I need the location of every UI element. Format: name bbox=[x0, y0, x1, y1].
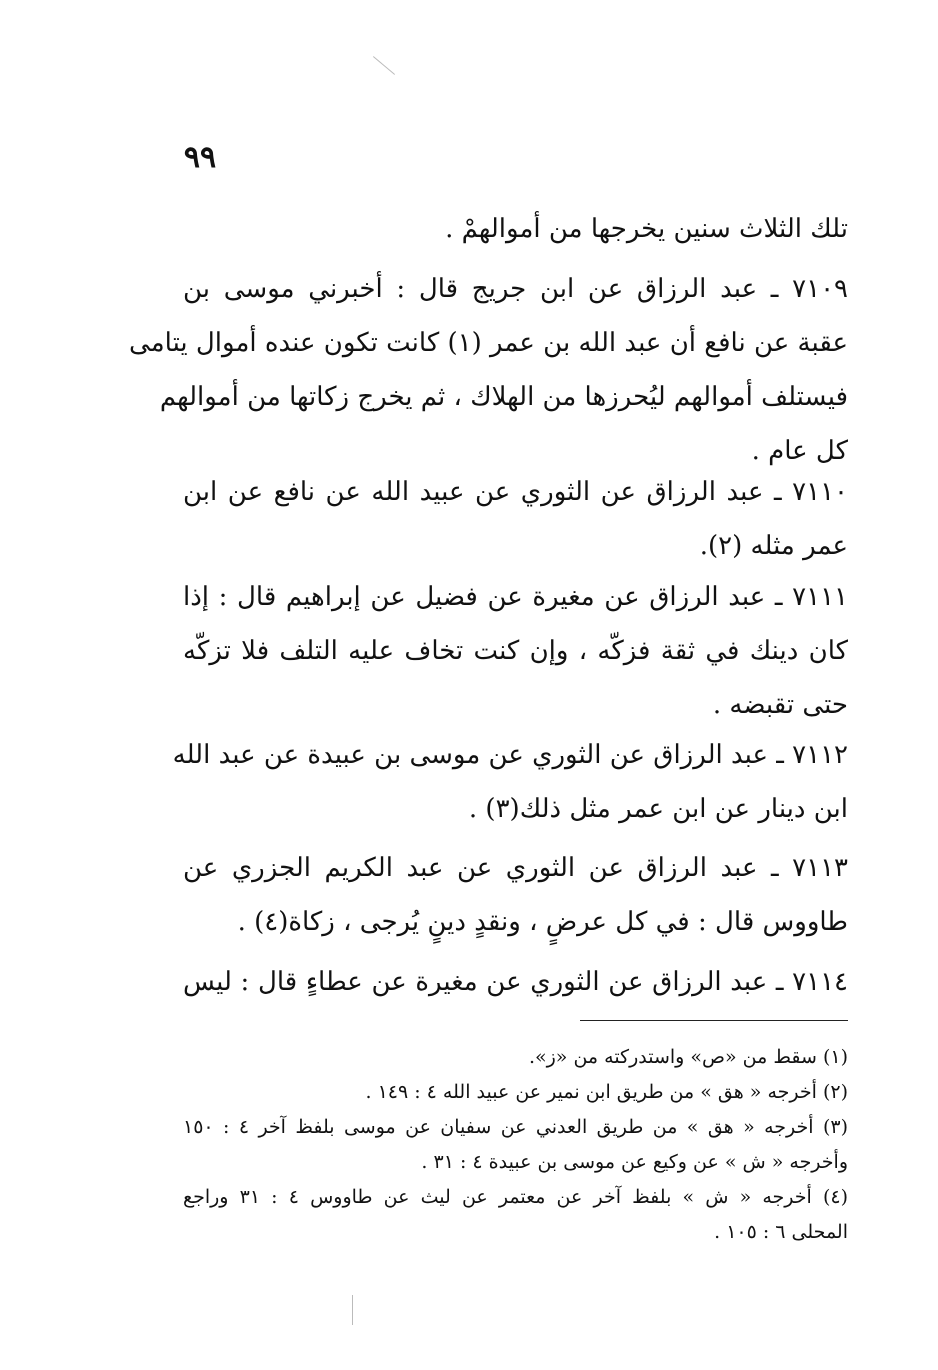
footnote-4: (٤) أخرجه « ش » بلفظ آخر عن معتمر عن ليث عن طاووس ٤ : ٣١ وراجع bbox=[183, 1186, 848, 1208]
footnote-3-cont: وأخرجه « ش » عن وكيع عن موسى بن عبيدة ٤ : ٣١ . bbox=[421, 1151, 848, 1173]
text-line: طاووس قال : في كل عرضٍ ، ونقدٍ دينٍ يُرجى ، زكاة(٤) . bbox=[237, 907, 848, 937]
text-line: ٧١١٣ ـ عبد الرزاق عن الثوري عن عبد الكريم الجزري عن bbox=[183, 853, 848, 883]
text-line: ٧١١٠ ـ عبد الرزاق عن الثوري عن عبيد الله عن نافع عن ابن bbox=[183, 477, 848, 507]
footnote-3: (٣) أخرجه « هق » من طريق العدني عن سفيان عن موسى بلفظ آخر ٤ : ١٥٠ bbox=[183, 1116, 848, 1138]
text-line: عمر مثله (٢). bbox=[699, 531, 848, 561]
text-line: ابن دينار عن ابن عمر مثل ذلك(٣) . bbox=[468, 794, 848, 824]
footnote-4-cont: المحلى ٦ : ١٠٥ . bbox=[714, 1221, 848, 1243]
footnote-divider bbox=[580, 1020, 848, 1021]
paragraph-7114 bbox=[183, 955, 848, 1009]
text-line: ٧١١٤ ـ عبد الرزاق عن الثوري عن مغيرة عن عطاءٍ قال : ليس bbox=[183, 967, 848, 997]
text-line: حتى تقبضه . bbox=[712, 690, 848, 720]
scan-mark bbox=[373, 56, 395, 75]
text-line: عقبة عن نافع أن عبد الله بن عمر (١) كانت تكون عنده أموال يتامى bbox=[129, 328, 848, 358]
page-number: ٩٩ bbox=[183, 140, 217, 175]
paragraph-7111 bbox=[183, 570, 848, 732]
footnote-2: (٢) أخرجه « هق » من طريق ابن نمير عن عبيد الله ٤ : ١٤٩ . bbox=[365, 1081, 848, 1103]
paragraph-7109 bbox=[129, 262, 848, 478]
text-line: ٧١١١ ـ عبد الرزاق عن مغيرة عن فضيل عن إبراهيم قال : إذا bbox=[183, 582, 848, 612]
paragraph-7113 bbox=[183, 841, 848, 949]
text-line: كان دينك في ثقة فزكّه ، وإن كنت تخاف عليه التلف فلا تزكّه bbox=[183, 636, 848, 666]
text-line: ٧١١٢ ـ عبد الرزاق عن الثوري عن موسى بن عبيدة عن عبد الله bbox=[172, 740, 848, 770]
paragraph bbox=[183, 202, 848, 256]
paragraph-7112 bbox=[172, 728, 848, 836]
paragraph-7110 bbox=[183, 465, 848, 573]
footnotes bbox=[183, 1040, 848, 1250]
text-line: ٧١٠٩ ـ عبد الرزاق عن ابن جريج قال : أخبرني موسى بن bbox=[183, 274, 848, 304]
scan-mark bbox=[352, 1295, 353, 1325]
text-line: كل عام . bbox=[751, 436, 848, 466]
footnote-1: (١) سقط من «ص» واستدركته من «ز». bbox=[528, 1046, 848, 1068]
text-line: فيستلف أموالهم ليُحرزها من الهلاك ، ثم يخرج زكاتها من أموالهم bbox=[159, 382, 848, 412]
text-line: تلك الثلاث سنين يخرجها من أموالهمْ . bbox=[445, 214, 848, 244]
